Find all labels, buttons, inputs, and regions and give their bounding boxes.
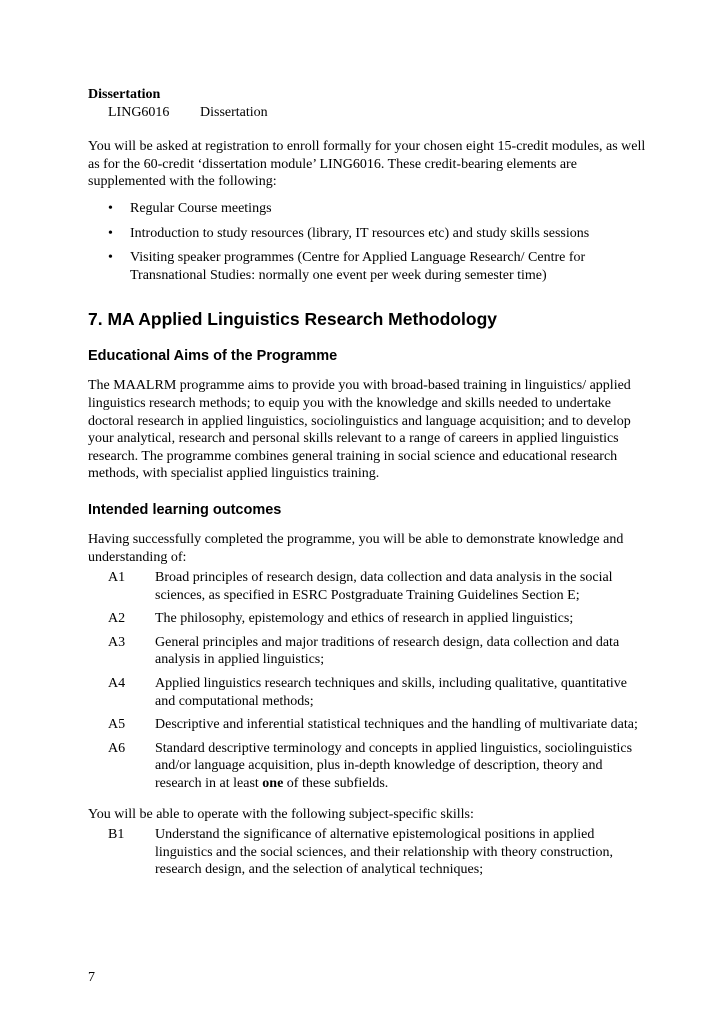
list-item: • Visiting speaker programmes (Centre for Applied Language Research/ Centre for Transnational Studies: normally one event per week during semester time) — [108, 250, 586, 283]
module-name: Dissertation — [200, 104, 268, 120]
list-item: A5 Descriptive and inferential statistical techniques and the handling of multivariate data; — [108, 717, 638, 733]
module-code: LING6016 — [108, 104, 170, 120]
outcomes-heading: Intended learning outcomes — [88, 501, 282, 518]
page-number: 7 — [88, 970, 95, 985]
intro-paragraph: You will be asked at registration to enroll formally for your chosen eight 15-credit modules, as well as for the 60-credit ‘dissertation module’ LING6016. These credit-bearing elements are supplemented with the following: — [88, 139, 646, 190]
section-title: 7. MA Applied Linguistics Research Methodology — [88, 309, 498, 330]
outcomes-a-list — [88, 569, 648, 793]
bullet-icon: • — [108, 225, 113, 241]
list-item: • Introduction to study resources (library, IT resources etc) and study skills sessions — [108, 225, 590, 241]
dissertation-module-row — [108, 104, 648, 122]
list-item: A3 General principles and major traditions of research design, data collection and data analysis in applied linguistics; — [108, 634, 620, 668]
list-item: A1 Broad principles of research design, data collection and data analysis in the social sciences, as specified in ESRC Postgraduate Training Guidelines Section E; — [108, 570, 613, 603]
list-item: • Regular Course meetings — [108, 200, 272, 216]
supplement-list — [88, 200, 648, 284]
aims-heading: Educational Aims of the Programme — [88, 348, 338, 365]
aims-paragraph: The MAALRM programme aims to provide you with broad-based training in linguistics/ applied linguistics research methods; to equip you with the knowledge and skills needed to undertake doctoral research in applied linguistics, sociolinguistics and language acquisition; and to develop your analytical, research and personal skills relevant to a range of careers in applied linguistics research. The programme combines general training in social science and educational research methods, with specialist applied linguistics training. — [88, 378, 631, 482]
bullet-icon: • — [108, 250, 113, 266]
list-item: B1 Understand the significance of alternative epistemological positions in applied linguistics and the social sciences, and their relationship with theory construction, research design, and the selection of analytical techniques; — [108, 827, 614, 878]
document-page — [88, 86, 648, 879]
list-item: A4 Applied linguistics research techniques and skills, including qualitative, quantitative and computational methods; — [108, 676, 628, 709]
list-item: A2 The philosophy, epistemology and ethics of research in applied linguistics; — [108, 611, 574, 627]
outcomes-intro: Having successfully completed the programme, you will be able to demonstrate knowledge and understanding of: — [88, 531, 624, 565]
list-item: A6 Standard descriptive terminology and concepts in applied linguistics, sociolinguistics and/or language acquisition, plus in-depth knowledge of description, theory and research in at least one of these subfields. — [108, 740, 633, 792]
dissertation-heading: Dissertation — [88, 87, 161, 102]
skills-intro: You will be able to operate with the following subject-specific skills: — [88, 806, 474, 822]
bullet-icon: • — [108, 200, 113, 216]
outcomes-b-list — [88, 826, 648, 879]
